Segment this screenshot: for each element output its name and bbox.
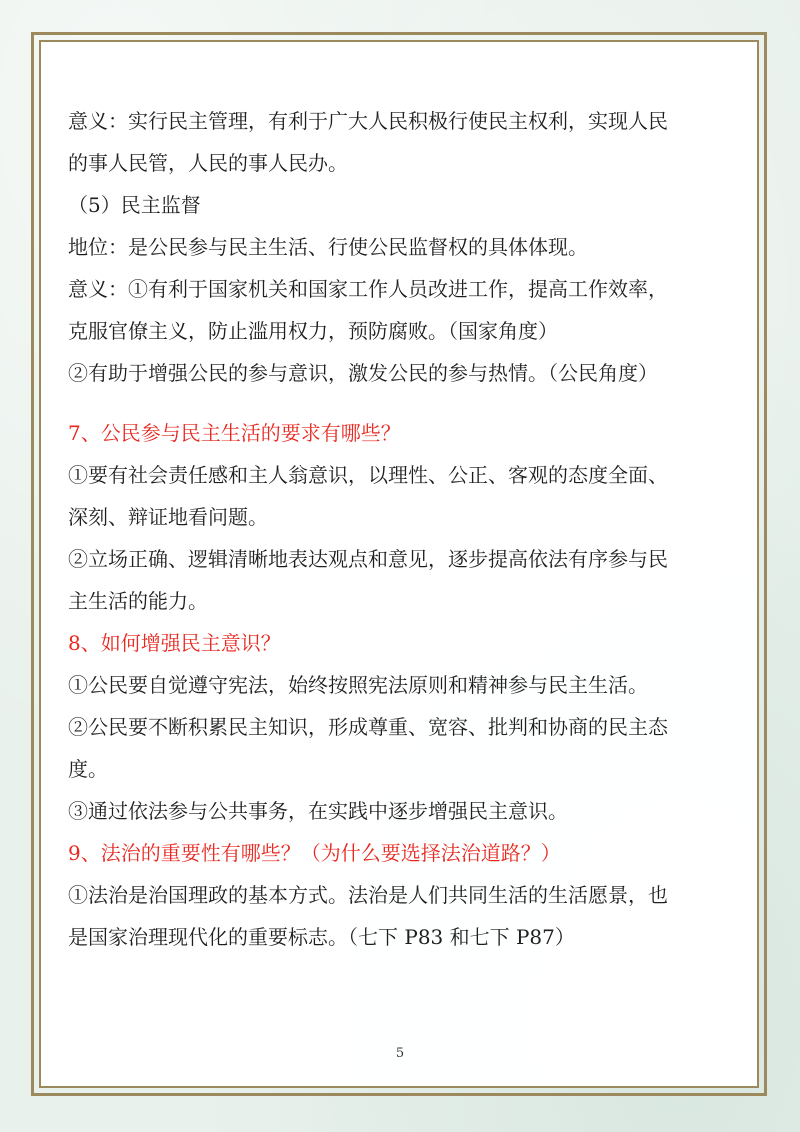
para-line: ②立场正确、逻辑清晰地表达观点和意见，逐步提高依法有序参与民 [68,547,668,571]
para-line: 主生活的能力。 [68,589,208,613]
para-line: 是国家治理现代化的重要标志。（七下 P83 和七下 P87） [68,925,575,949]
para-line: ①公民要自觉遵守宪法，始终按照宪法原则和精神参与民主生活。 [68,673,648,697]
question-heading-7: 7、公民参与民主生活的要求有哪些？ [68,421,401,445]
question-heading-9: 9、法治的重要性有哪些？（为什么要选择法治道路？） [68,841,561,865]
para-line: 地位：是公民参与民主生活、行使公民监督权的具体体现。 [68,235,588,259]
question-heading-8: 8、如何增强民主意识？ [68,631,281,655]
page-number: 5 [395,1046,405,1061]
para-line: ①法治是治国理政的基本方式。法治是人们共同生活的生活愿景，也 [68,883,668,907]
para-line: 意义：实行民主管理，有利于广大人民积极行使民主权利，实现人民 [68,109,668,133]
para-line: ③通过依法参与公共事务，在实践中逐步增强民主意识。 [68,799,568,823]
spacer [68,394,736,412]
para-line: 意义：①有利于国家机关和国家工作人员改进工作，提高工作效率， [68,277,668,301]
para-line: 深刻、辩证地看问题。 [68,505,268,529]
para-line: 克服官僚主义，防止滥用权力，预防腐败。（国家角度） [68,319,558,343]
document-body [68,100,736,958]
para-line: ②公民要不断积累民主知识，形成尊重、宽容、批判和协商的民主态 [68,715,668,739]
para-line: 度。 [68,757,108,781]
para-line: ①要有社会责任感和主人翁意识，以理性、公正、客观的态度全面、 [68,463,668,487]
section-label-5: （5）民主监督 [68,193,201,217]
para-line: 的事人民管，人民的事人民办。 [68,151,348,175]
para-line: ②有助于增强公民的参与意识，激发公民的参与热情。（公民角度） [68,361,658,385]
